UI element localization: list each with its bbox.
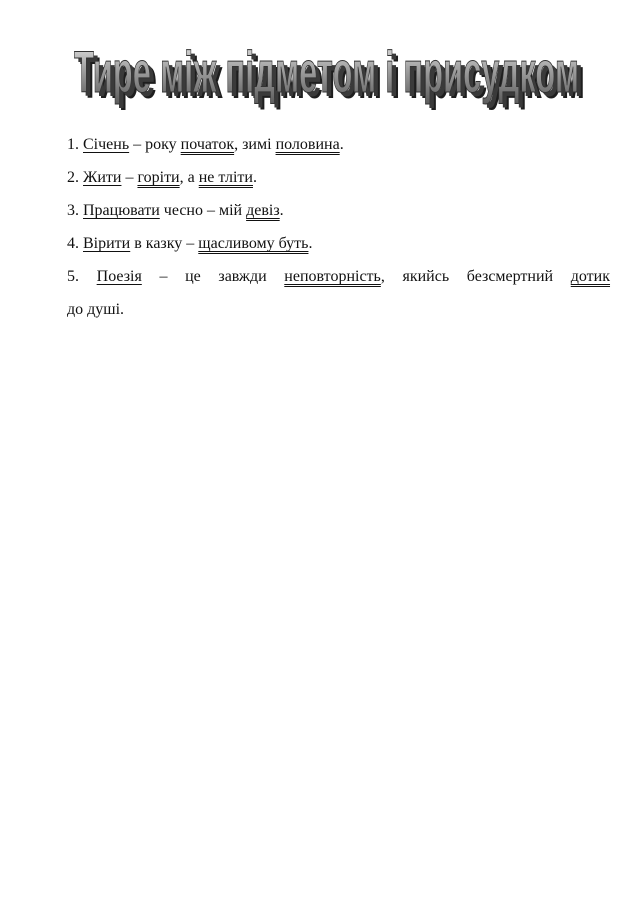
predicate-word: половина — [275, 136, 340, 153]
predicate-word: горіти — [137, 169, 180, 186]
predicate-word: девіз — [246, 202, 280, 219]
wordart-title-graphic — [70, 30, 590, 120]
wordart-title — [70, 30, 590, 120]
sentence-text: 5. — [67, 268, 97, 285]
sentence-text: 4. — [67, 235, 83, 252]
sentence-text: , якийсь безсмертний — [380, 268, 571, 285]
sentence-text: . — [308, 235, 313, 252]
sentence-line — [67, 227, 610, 260]
sentence-line — [67, 194, 610, 227]
subject-word: Січень — [83, 136, 130, 153]
sentence-text: чесно – мій — [159, 202, 247, 219]
sentence-list — [67, 128, 610, 326]
predicate-word: щасливому буть — [198, 235, 309, 252]
sentence-text: в казку – — [130, 235, 199, 252]
predicate-word: неповторність — [284, 268, 381, 285]
sentence-line-continuation — [67, 293, 610, 326]
sentence-text: , зимі — [234, 136, 276, 153]
sentence-text: 2. — [67, 169, 83, 186]
sentence-text: – це завжди — [141, 268, 285, 285]
sentence-text: – — [121, 169, 138, 186]
predicate-word: не тліти — [198, 169, 253, 186]
sentence-text: . — [339, 136, 344, 153]
sentence-text: – року — [129, 136, 181, 153]
sentence-text: 1. — [67, 136, 83, 153]
subject-word: Поезія — [96, 268, 142, 285]
sentence-line — [67, 128, 610, 161]
sentence-text: . — [279, 202, 284, 219]
predicate-word: дотик — [570, 268, 611, 285]
page-title: Тире між підметом і присудком — [74, 40, 579, 105]
subject-word: Жити — [83, 169, 122, 186]
sentence-line — [67, 260, 610, 293]
sentence-line — [67, 161, 610, 194]
subject-word: Вірити — [83, 235, 131, 252]
sentence-text: , а — [179, 169, 199, 186]
sentence-text: до душі. — [67, 301, 125, 318]
title-extrusion: Тире між підметом і присудком — [80, 46, 585, 111]
sentence-text: 3. — [67, 202, 83, 219]
subject-word: Працювати — [83, 202, 160, 219]
sentence-text: . — [252, 169, 257, 186]
predicate-word: початок — [180, 136, 235, 153]
title-extrusion: Тире між підметом і присудком — [78, 44, 583, 109]
